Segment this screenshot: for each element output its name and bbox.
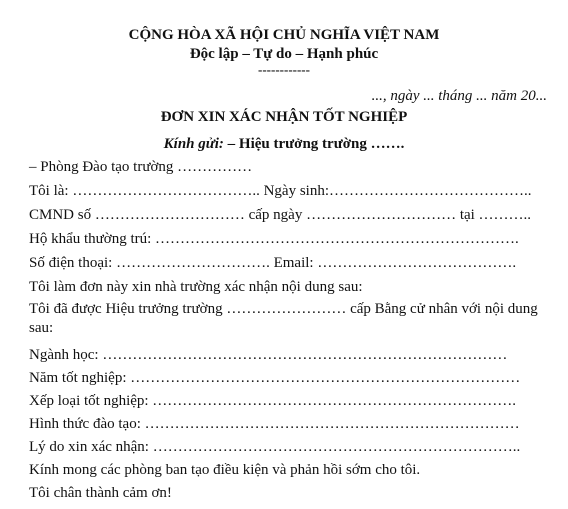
body-line-training-office: – Phòng Đào tạo trường …………… (29, 159, 253, 175)
body-line-degree-granted: Tôi đã được Hiệu trưởng trường …………………… cấp Bằng cử nhân với nội dung (29, 301, 538, 317)
body-line-training-mode: Hình thức đào tạo: ………………………………………………………………… (29, 416, 520, 432)
body-line-degree-granted-cont: sau: (29, 320, 54, 336)
document-title: ĐƠN XIN XÁC NHẬN TỐT NGHIỆP (160, 109, 408, 125)
body-line-request-intro: Tôi làm đơn này xin nhà trường xác nhận nội dung sau: (29, 279, 363, 295)
recipient-value: – Hiệu trưởng trường ……. (223, 136, 405, 152)
country-heading: CỘNG HÒA XÃ HỘI CHỦ NGHĨA VIỆT NAM (128, 27, 440, 43)
body-line-thanks: Tôi chân thành cảm ơn! (29, 485, 172, 501)
date-line: ..., ngày ... tháng ... năm 20... (371, 88, 547, 104)
body-line-id-card: CMND số ………………………… cấp ngày ………………………… tại ……….. (29, 207, 532, 223)
body-line-closing-request: Kính mong các phòng ban tạo điều kiện và phản hồi sớm cho tôi. (29, 462, 421, 478)
recipient-line (0, 135, 568, 153)
body-line-phone-email: Số điện thoại: …………………………. Email: …………………………………. (29, 255, 517, 271)
motto: Độc lập – Tự do – Hạnh phúc (189, 46, 379, 62)
body-line-reason: Lý do xin xác nhận: ……………………………………………………………….. (29, 439, 521, 455)
body-line-name-dob: Tôi là: ……………………………….. Ngày sinh:………………………………….. (29, 183, 532, 199)
body-line-classification: Xếp loại tốt nghiệp: ………………………………………………………………. (29, 393, 517, 409)
body-line-graduation-year: Năm tốt nghiệp: …………………………………………………………………… (29, 370, 521, 386)
recipient-label: Kính gửi: (163, 136, 224, 152)
body-line-residence: Hộ khẩu thường trú: ………………………………………………………………. (29, 231, 519, 247)
header-divider: ------------ (258, 62, 310, 77)
body-line-major: Ngành học: ……………………………………………………………………… (29, 347, 508, 363)
